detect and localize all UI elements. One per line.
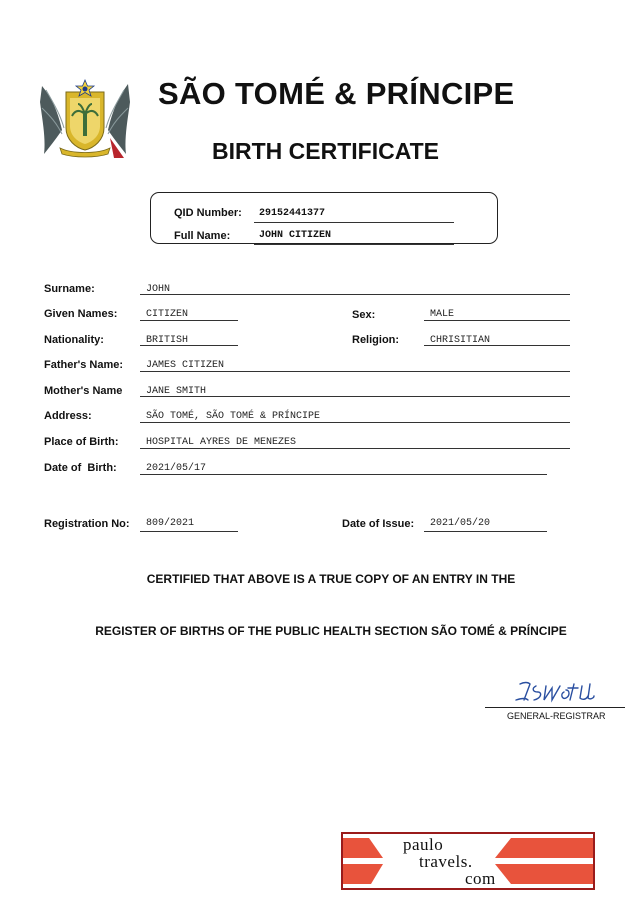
- signature-title: GENERAL-REGISTRAR: [507, 711, 606, 721]
- qid-underline: [254, 222, 454, 223]
- sex-value: MALE: [430, 309, 455, 320]
- certification-line-1: CERTIFIED THAT ABOVE IS A TRUE COPY OF AN ENTRY IN THE: [146, 572, 516, 586]
- registrar-signature: [512, 678, 596, 704]
- given-names-value: CITIZEN: [146, 309, 189, 320]
- sex-underline: [424, 320, 570, 321]
- mother-name-label: Mother's Name: [44, 385, 123, 397]
- religion-label: Religion:: [352, 334, 400, 346]
- father-name-label: Father's Name:: [44, 359, 124, 371]
- given-names-label: Given Names:: [44, 308, 118, 320]
- mother-name-underline: [140, 396, 570, 397]
- signature-line: [485, 707, 625, 708]
- surname-value: JOHN: [146, 284, 171, 295]
- document-title: BIRTH CERTIFICATE: [212, 138, 440, 164]
- fullname-label: Full Name:: [174, 230, 231, 242]
- religion-underline: [424, 345, 570, 346]
- father-name-underline: [140, 371, 570, 372]
- surname-label: Surname:: [44, 283, 95, 295]
- nationality-value: BRITISH: [146, 335, 189, 346]
- address-label: Address:: [44, 410, 92, 422]
- fullname-underline: [254, 244, 454, 245]
- watermark-line-1: paulo: [403, 835, 444, 854]
- date-of-birth-value: 2021/05/17: [146, 463, 207, 474]
- watermark-logo: [341, 832, 595, 890]
- religion-value: CHRISITIAN: [430, 335, 491, 346]
- nationality-underline: [140, 345, 238, 346]
- given-names-underline: [140, 320, 238, 321]
- address-underline: [140, 422, 570, 423]
- place-of-birth-value: HOSPITAL AYRES DE MENEZES: [146, 437, 297, 448]
- fullname-value: JOHN CITIZEN: [259, 230, 332, 241]
- date-of-birth-label: Date of Birth:: [44, 462, 117, 474]
- father-name-value: JAMES CITIZEN: [146, 360, 225, 371]
- sex-label: Sex:: [352, 309, 376, 321]
- coat-of-arms-emblem: [38, 78, 132, 160]
- place-of-birth-underline: [140, 448, 570, 449]
- registration-no-underline: [140, 531, 238, 532]
- date-of-issue-underline: [424, 531, 547, 532]
- country-title: SÃO TOMÉ & PRÍNCIPE: [158, 76, 515, 111]
- registration-no-label: Registration No:: [44, 518, 130, 530]
- nationality-label: Nationality:: [44, 334, 104, 346]
- watermark-line-2: travels.: [419, 852, 473, 871]
- date-of-issue-value: 2021/05/20: [430, 518, 491, 529]
- place-of-birth-label: Place of Birth:: [44, 436, 119, 448]
- qid-value: 29152441377: [259, 208, 326, 219]
- registration-no-value: 809/2021: [146, 518, 195, 529]
- mother-name-value: JANE SMITH: [146, 386, 207, 397]
- date-of-issue-label: Date of Issue:: [342, 518, 415, 530]
- qid-label: QID Number:: [174, 207, 242, 219]
- date-of-birth-underline: [140, 474, 547, 475]
- watermark-line-3: com: [465, 869, 496, 888]
- surname-underline: [140, 294, 570, 295]
- certification-line-2: REGISTER OF BIRTHS OF THE PUBLIC HEALTH SECTION SÃO TOMÉ & PRÍNCIPE: [95, 624, 567, 638]
- address-value: SÃO TOMÉ, SÃO TOMÉ & PRÍNCIPE: [146, 411, 321, 422]
